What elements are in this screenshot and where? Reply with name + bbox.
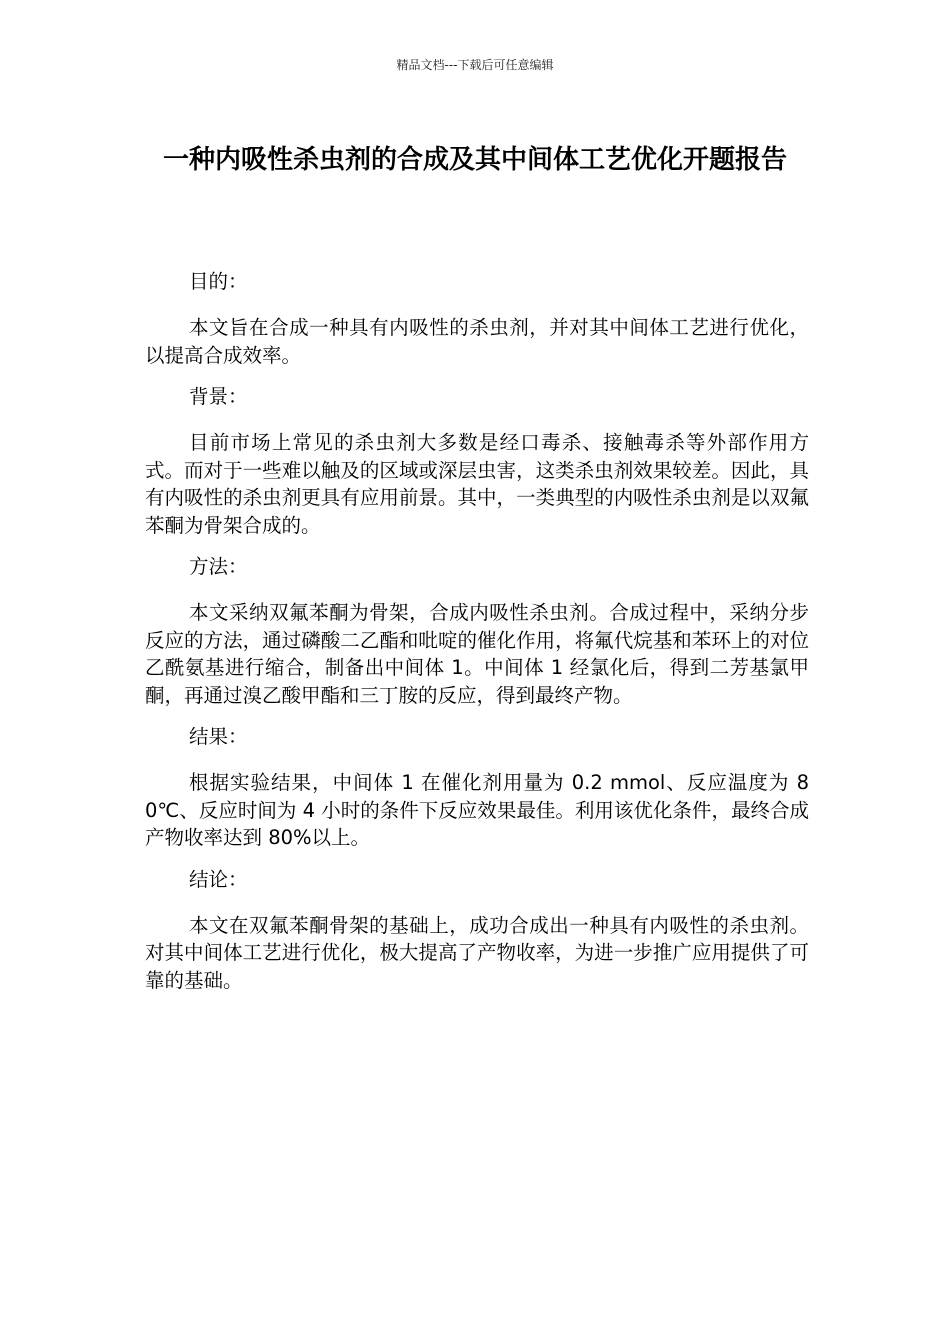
section-purpose <box>145 268 809 369</box>
section-label: 背景： <box>189 385 248 408</box>
section-background <box>145 383 809 539</box>
header-note: 精品文档---下载后可任意编辑 <box>396 58 554 72</box>
section-conclusion <box>145 866 809 995</box>
section-label: 方法： <box>189 555 248 578</box>
document-title: 一种内吸性杀虫剂的合成及其中间体工艺优化开题报告 <box>162 145 787 175</box>
section-results <box>145 723 809 852</box>
section-paragraph: 目前市场上常见的杀虫剂大多数是经口毒杀、接触毒杀等外部作用方式。而对于一些难以触及的区域或深层虫害，这类杀虫剂效果较差。因此，具有内吸性的杀虫剂更具有应用前景。其中，一类典型的内吸性杀虫剂是以双氟苯酮为骨架合成的。 <box>145 431 809 537</box>
document-body <box>145 268 809 1008</box>
section-paragraph: 本文采纳双氟苯酮为骨架，合成内吸性杀虫剂。合成过程中，采纳分步反应的方法，通过磷酸二乙酯和吡啶的催化作用，将氟代烷基和苯环上的对位乙酰氨基进行缩合，制备出中间体 1。中间体 1 经氯化后，得到二芳基氯甲酮，再通过溴乙酸甲酯和三丁胺的反应，得到最终产物。 <box>145 601 809 707</box>
section-method <box>145 553 809 709</box>
section-paragraph: 本文在双氟苯酮骨架的基础上，成功合成出一种具有内吸性的杀虫剂。对其中间体工艺进行优化，极大提高了产物收率，为进一步推广应用提供了可靠的基础。 <box>145 913 809 992</box>
section-label: 结论： <box>189 867 248 891</box>
section-paragraph: 根据实验结果，中间体 1 在催化剂用量为 0.2 mmol、反应温度为 80℃、反应时间为 4 小时的条件下反应效果最佳。利用该优化条件，最终合成产物收率达到 80%以上。 <box>145 771 809 849</box>
section-label: 结果： <box>189 725 248 748</box>
section-label: 目的： <box>189 270 248 293</box>
section-paragraph: 本文旨在合成一种具有内吸性的杀虫剂，并对其中间体工艺进行优化，以提高合成效率。 <box>145 316 809 367</box>
